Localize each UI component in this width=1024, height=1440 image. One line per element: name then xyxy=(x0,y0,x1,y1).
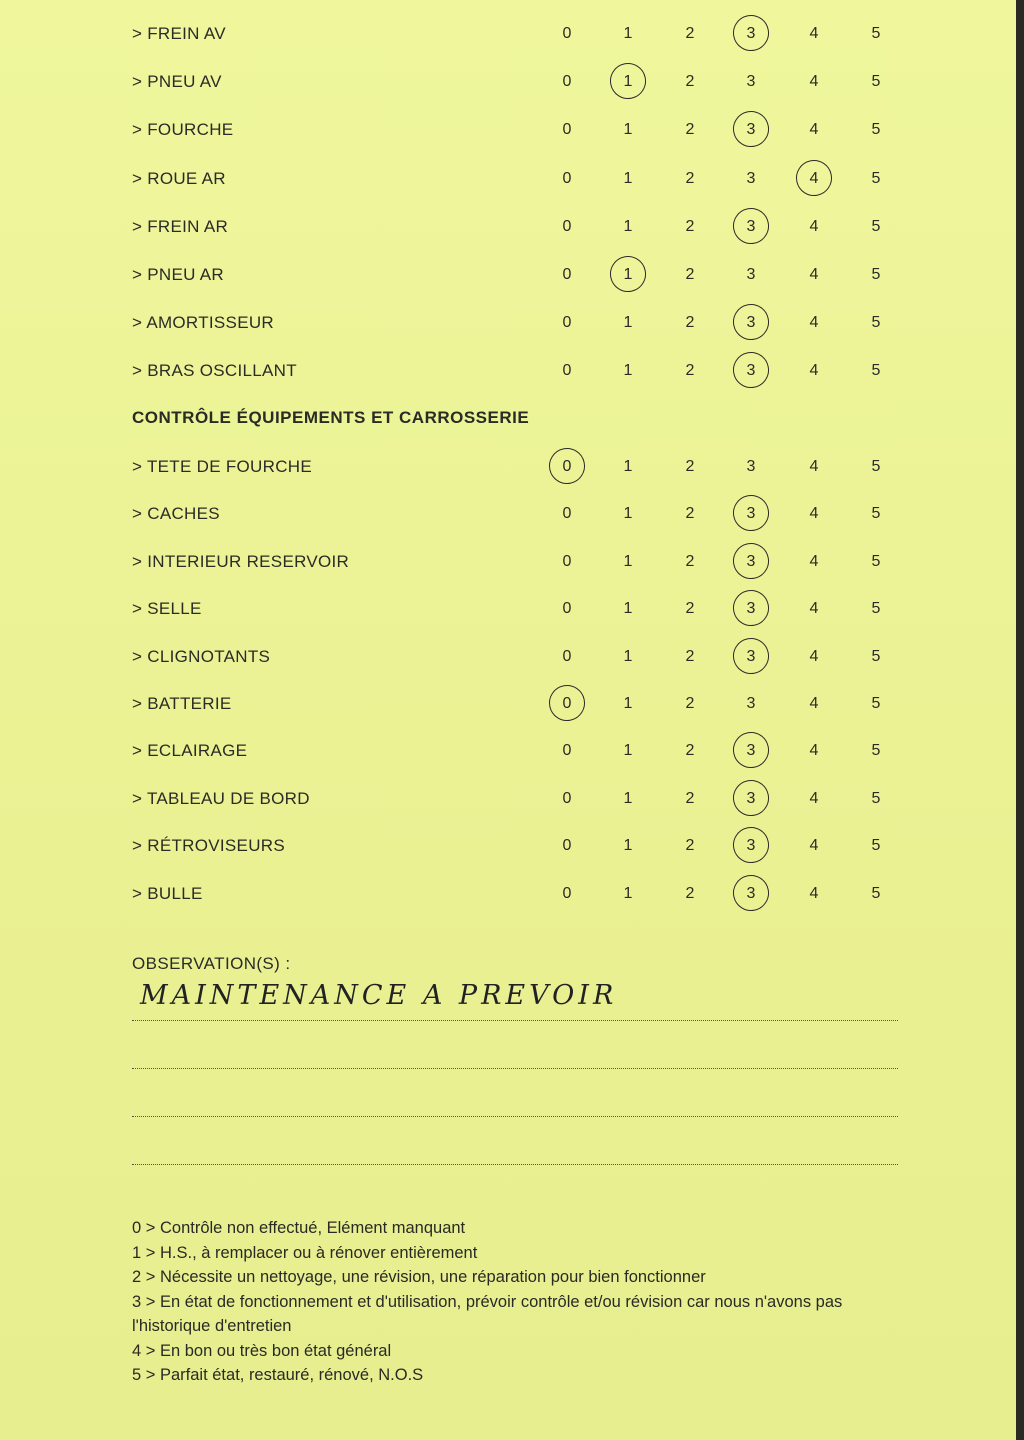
score-option[interactable]: 5 xyxy=(871,362,881,380)
score-option[interactable]: 1 xyxy=(623,647,633,665)
score-option[interactable]: 0 xyxy=(562,505,572,523)
score-option-selected[interactable]: 3 xyxy=(736,499,766,529)
score-option[interactable]: 2 xyxy=(685,789,695,807)
score-option[interactable]: 4 xyxy=(809,25,819,42)
score-option-selected[interactable]: 3 xyxy=(736,356,766,386)
score-option[interactable]: 4 xyxy=(809,505,819,523)
score-option[interactable]: 1 xyxy=(623,121,633,139)
score-option[interactable]: 1 xyxy=(623,458,633,475)
score-option-selected[interactable]: 3 xyxy=(736,736,766,766)
score-option[interactable]: 5 xyxy=(871,458,881,475)
score-option[interactable]: 0 xyxy=(562,647,572,665)
score-option[interactable]: 5 xyxy=(871,552,881,570)
score-option[interactable]: 1 xyxy=(623,552,633,570)
score-option-selected[interactable]: 4 xyxy=(799,164,829,194)
checklist-row xyxy=(0,67,1016,97)
checklist-row xyxy=(0,260,1016,290)
score-option[interactable]: 0 xyxy=(562,314,572,332)
checklist-item-label: > TABLEAU DE BORD xyxy=(132,788,310,808)
score-option-selected[interactable]: 3 xyxy=(736,19,766,49)
score-option[interactable]: 4 xyxy=(809,647,819,665)
score-option[interactable]: 5 xyxy=(871,647,881,665)
checklist-row xyxy=(0,689,1016,719)
score-option[interactable]: 2 xyxy=(685,25,695,42)
checklist-row xyxy=(0,164,1016,194)
score-option[interactable]: 3 xyxy=(746,73,756,91)
score-option[interactable]: 3 xyxy=(746,169,756,187)
checklist-row xyxy=(0,879,1016,909)
score-option[interactable]: 0 xyxy=(562,25,572,42)
observations-handwritten: MAINTENANCE A PREVOIR xyxy=(140,980,618,1011)
checklist-row xyxy=(0,594,1016,624)
score-option[interactable]: 0 xyxy=(562,169,572,187)
checklist-row xyxy=(0,452,1016,482)
checklist-item-label: > CLIGNOTANTS xyxy=(132,646,271,666)
score-option[interactable]: 4 xyxy=(809,552,819,570)
score-option[interactable]: 2 xyxy=(685,837,695,855)
score-option[interactable]: 1 xyxy=(623,695,633,712)
scoring-legend xyxy=(132,1216,902,1388)
observation-line xyxy=(132,1020,898,1021)
score-option[interactable]: 5 xyxy=(871,314,881,332)
checklist-item-label: > BULLE xyxy=(132,883,203,903)
score-option[interactable]: 0 xyxy=(562,884,572,902)
score-option[interactable]: 2 xyxy=(685,647,695,665)
score-option[interactable]: 1 xyxy=(623,25,633,42)
score-option-selected[interactable]: 3 xyxy=(736,642,766,672)
checklist-item-label: > FOURCHE xyxy=(132,120,234,140)
score-option[interactable]: 5 xyxy=(871,266,881,283)
checklist-row xyxy=(0,499,1016,529)
checklist-item-label: > INTERIEUR RESERVOIR xyxy=(132,551,350,571)
score-option[interactable]: 0 xyxy=(562,217,572,235)
score-option[interactable]: 1 xyxy=(623,742,633,760)
score-option[interactable]: 4 xyxy=(809,266,819,283)
checklist-item-label: > PNEU AR xyxy=(132,265,224,284)
score-option-selected[interactable]: 3 xyxy=(736,308,766,338)
score-option[interactable]: 1 xyxy=(623,600,633,618)
legend-item: 0 > Contrôle non effectué, Elément manquant xyxy=(132,1219,466,1237)
score-option[interactable]: 4 xyxy=(809,695,819,712)
score-option[interactable]: 1 xyxy=(623,884,633,902)
score-option[interactable]: 5 xyxy=(871,121,881,139)
checklist-row xyxy=(0,784,1016,814)
observation-line xyxy=(132,1068,898,1069)
score-option[interactable]: 4 xyxy=(809,458,819,475)
score-option[interactable]: 1 xyxy=(623,362,633,380)
score-option[interactable]: 5 xyxy=(871,742,881,760)
score-option[interactable]: 2 xyxy=(685,458,695,475)
score-option[interactable]: 2 xyxy=(685,73,695,91)
observation-line xyxy=(132,1116,898,1117)
score-option[interactable]: 2 xyxy=(685,552,695,570)
score-option[interactable]: 5 xyxy=(871,505,881,523)
score-option[interactable]: 4 xyxy=(809,837,819,855)
score-option-selected[interactable]: 1 xyxy=(613,260,643,290)
score-option[interactable]: 5 xyxy=(871,600,881,618)
checklist-item-label: > BRAS OSCILLANT xyxy=(132,361,297,381)
score-option[interactable]: 0 xyxy=(562,600,572,618)
legend-item: 1 > H.S., à remplacer ou à rénover entièrement xyxy=(132,1243,478,1262)
score-option[interactable]: 2 xyxy=(685,742,695,760)
score-option[interactable]: 2 xyxy=(685,121,695,139)
score-option[interactable]: 5 xyxy=(871,789,881,807)
section-title: CONTRÔLE ÉQUIPEMENTS ET CARROSSERIE xyxy=(132,408,530,427)
checklist-row xyxy=(0,115,1016,145)
score-option[interactable]: 2 xyxy=(685,169,695,187)
score-option[interactable]: 3 xyxy=(746,458,756,475)
checklist-item-label: > PNEU AV xyxy=(132,72,222,92)
score-option[interactable]: 1 xyxy=(623,789,633,807)
score-option[interactable]: 5 xyxy=(871,884,881,902)
score-option-selected[interactable]: 3 xyxy=(736,831,766,861)
score-option[interactable]: 0 xyxy=(562,789,572,807)
score-option[interactable]: 2 xyxy=(685,695,695,712)
score-option-selected[interactable]: 0 xyxy=(552,689,582,719)
checklist-item-label: > TETE DE FOURCHE xyxy=(132,457,313,476)
score-option[interactable]: 1 xyxy=(623,837,633,855)
score-option[interactable]: 2 xyxy=(685,362,695,380)
score-option[interactable]: 2 xyxy=(685,600,695,618)
observation-line xyxy=(132,1164,898,1165)
score-option[interactable]: 1 xyxy=(623,169,633,187)
score-option[interactable]: 4 xyxy=(809,789,819,807)
score-option[interactable]: 5 xyxy=(871,73,881,91)
score-option[interactable]: 0 xyxy=(562,121,572,139)
score-option[interactable]: 5 xyxy=(871,217,881,235)
score-option-selected[interactable]: 3 xyxy=(736,879,766,909)
checklist-row xyxy=(0,831,1016,861)
score-option-selected[interactable]: 1 xyxy=(613,67,643,97)
checklist-item-label: > FREIN AV xyxy=(132,24,226,43)
checklist-item-label: > SELLE xyxy=(132,599,202,619)
score-option-selected[interactable]: 3 xyxy=(736,115,766,145)
score-option-selected[interactable]: 3 xyxy=(736,784,766,814)
score-option[interactable]: 4 xyxy=(809,121,819,139)
score-option-selected[interactable]: 3 xyxy=(736,547,766,577)
score-option[interactable]: 5 xyxy=(871,169,881,187)
score-option[interactable]: 3 xyxy=(746,266,756,283)
checklist-item-label: > ECLAIRAGE xyxy=(132,741,248,761)
score-option[interactable]: 4 xyxy=(809,362,819,380)
score-option[interactable]: 2 xyxy=(685,505,695,523)
score-option[interactable]: 0 xyxy=(562,362,572,380)
checklist-item-label: > ROUE AR xyxy=(132,168,226,188)
score-option[interactable]: 4 xyxy=(809,742,819,760)
score-option[interactable]: 2 xyxy=(685,884,695,902)
score-option[interactable]: 1 xyxy=(623,314,633,332)
score-option[interactable]: 1 xyxy=(623,217,633,235)
score-option-selected[interactable]: 3 xyxy=(736,594,766,624)
score-option[interactable]: 0 xyxy=(562,266,572,283)
score-option[interactable]: 4 xyxy=(809,217,819,235)
score-option[interactable]: 2 xyxy=(685,217,695,235)
score-option[interactable]: 4 xyxy=(809,884,819,902)
legend-item: 2 > Nécessite un nettoyage, une révision, une réparation pour bien fonctionner xyxy=(132,1268,706,1286)
score-option[interactable]: 5 xyxy=(871,837,881,855)
checklist-item-label: > FREIN AR xyxy=(132,216,229,236)
checklist-item-label: > AMORTISSEUR xyxy=(132,313,274,333)
score-option-selected[interactable]: 3 xyxy=(736,212,766,242)
checklist-row xyxy=(0,19,1016,49)
legend-item: 4 > En bon ou très bon état général xyxy=(132,1341,392,1360)
score-option-selected[interactable]: 0 xyxy=(552,452,582,482)
score-option[interactable]: 0 xyxy=(562,742,572,760)
checklist-item-label: > RÉTROVISEURS xyxy=(132,836,285,856)
score-option[interactable]: 4 xyxy=(809,600,819,618)
score-option[interactable]: 3 xyxy=(746,695,756,712)
checklist-item-label: > CACHES xyxy=(132,504,220,524)
checklist-row xyxy=(0,736,1016,766)
score-option[interactable]: 2 xyxy=(685,266,695,283)
checklist-row xyxy=(0,642,1016,672)
checklist-row xyxy=(0,308,1016,338)
legend-item: 5 > Parfait état, restauré, rénové, N.O.S xyxy=(132,1366,424,1384)
score-option[interactable]: 0 xyxy=(562,837,572,855)
checklist-row xyxy=(0,212,1016,242)
checklist-row xyxy=(0,547,1016,577)
score-option[interactable]: 0 xyxy=(562,73,572,91)
score-option[interactable]: 5 xyxy=(871,695,881,712)
score-option[interactable]: 2 xyxy=(685,314,695,332)
score-option[interactable]: 0 xyxy=(562,552,572,570)
legend-item: 3 > En état de fonctionnement et d'utilisation, prévoir contrôle et/ou révision car nous n'avons pas l'historique d'entretien xyxy=(132,1292,843,1335)
observations-label: OBSERVATION(S) : xyxy=(132,954,291,973)
score-option[interactable]: 1 xyxy=(623,505,633,523)
checklist-row xyxy=(0,356,1016,386)
score-option[interactable]: 4 xyxy=(809,314,819,332)
score-option[interactable]: 4 xyxy=(809,73,819,91)
checklist-item-label: > BATTERIE xyxy=(132,694,232,713)
score-option[interactable]: 5 xyxy=(871,25,881,42)
